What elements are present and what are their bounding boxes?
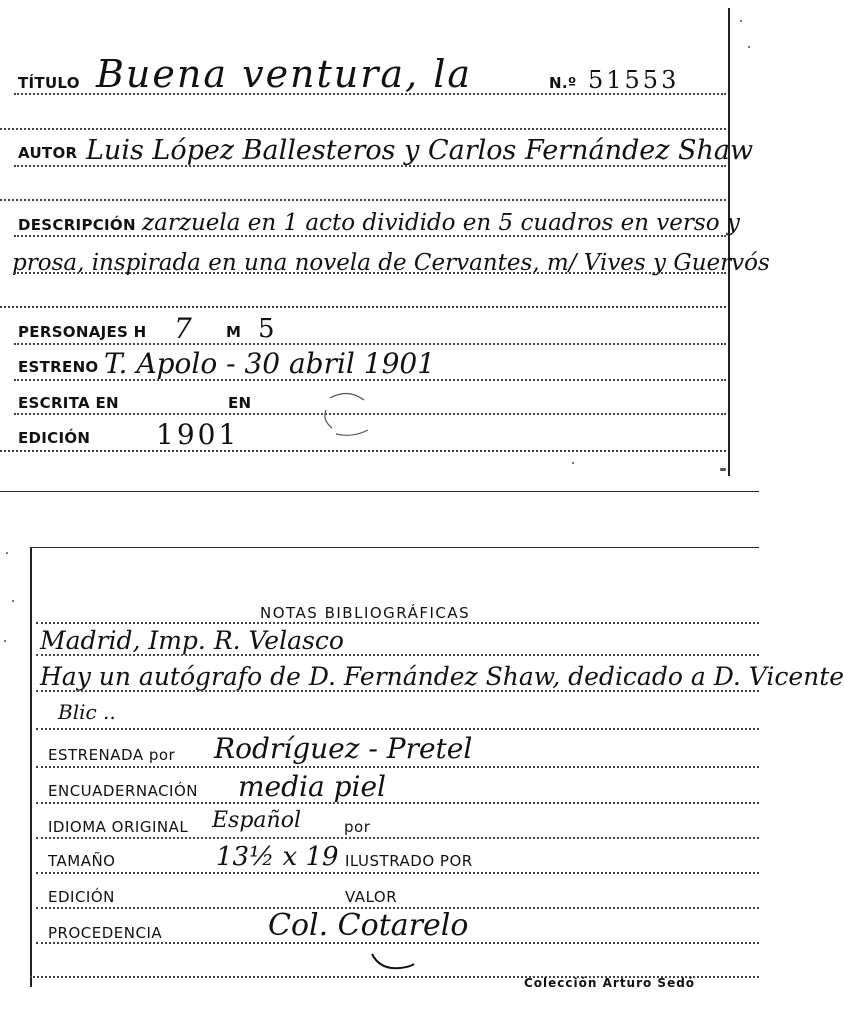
escrita-en-label: EN — [228, 394, 252, 412]
idioma-value: Español — [212, 808, 301, 833]
note-dotted-line-1 — [36, 654, 759, 656]
top-card-bottom-border — [0, 491, 759, 492]
estrenada-value: Rodríguez - Pretel — [214, 732, 473, 765]
descripcion-dotted-line-2 — [14, 272, 726, 274]
tamano-label: TAMAÑO — [48, 852, 116, 870]
numero-label: N.º — [549, 74, 577, 92]
coleccion-footer: Colección Arturo Sedó — [524, 976, 696, 990]
personajes-m-label: M — [226, 323, 242, 341]
estreno-value: T. Apolo - 30 abril 1901 — [104, 347, 436, 380]
procedencia-pen-stroke — [370, 940, 420, 974]
personajes-dotted-line — [14, 343, 726, 345]
titulo-value: Buena ventura, la — [96, 52, 473, 96]
autor-value: Luis López Ballesteros y Carlos Fernández Shaw — [86, 135, 754, 166]
encuadernacion-value: media piel — [238, 770, 386, 803]
autor-dotted-line — [14, 165, 726, 167]
edicion-bottom-label: EDICIÓN — [48, 888, 115, 906]
note-line2: Hay un autógrafo de D. Fernández Shaw, dedicado a D. Vicente — [40, 662, 844, 691]
descripcion-dotted-line-1 — [14, 235, 726, 237]
notas-dotted-line — [36, 622, 759, 624]
tamano-value: 13½ x 19 — [216, 842, 339, 872]
spacer-dotted-line-1 — [0, 128, 726, 130]
valor-label: VALOR — [345, 888, 398, 906]
spacer-dotted-line-3 — [0, 306, 726, 308]
edicion-dotted-line — [0, 450, 726, 452]
spacer-dotted-line-2 — [0, 199, 726, 201]
tamano-dotted-line — [36, 872, 759, 874]
note-line1: Madrid, Imp. R. Velasco — [40, 626, 344, 655]
idioma-label: IDIOMA ORIGINAL — [48, 818, 189, 836]
note-dotted-line-3 — [36, 728, 759, 730]
bottom-card-top-border — [30, 547, 759, 548]
titulo-label: TÍTULO — [18, 74, 80, 92]
edicion-label: EDICIÓN — [18, 429, 91, 447]
personajes-m-value: 5 — [258, 314, 275, 344]
edicion-value: 1901 — [156, 418, 240, 451]
numero-value: 51553 — [588, 66, 680, 94]
personajes-label: PERSONAJES H — [18, 323, 147, 341]
descripcion-line1: zarzuela en 1 acto dividido en 5 cuadros en verso y — [142, 210, 740, 236]
ilustrado-label: ILUSTRADO POR — [345, 852, 473, 870]
procedencia-value: Col. Cotarelo — [268, 908, 469, 943]
idioma-dotted-line — [36, 837, 759, 839]
ink-smudge — [318, 390, 378, 442]
procedencia-label: PROCEDENCIA — [48, 924, 163, 942]
estrenada-label: ESTRENADA por — [48, 746, 176, 764]
top-card-right-border — [728, 8, 730, 476]
notas-title: NOTAS BIBLIOGRÁFICAS — [260, 604, 471, 622]
titulo-dotted-line — [14, 93, 726, 95]
descripcion-label: DESCRIPCIÓN — [18, 216, 136, 234]
por-label: por — [344, 818, 371, 836]
escrita-label: ESCRITA EN — [18, 394, 119, 412]
descripcion-line2: prosa, inspirada en una novela de Cervantes, m/ Vives y Guervós — [12, 250, 770, 276]
encuadernacion-dotted-line — [36, 802, 759, 804]
note-line3: Blic .. — [58, 700, 116, 724]
note-dotted-line-2 — [36, 690, 759, 692]
autor-label: AUTOR — [18, 144, 78, 162]
estreno-dotted-line — [14, 379, 726, 381]
procedencia-dotted-line — [36, 942, 759, 944]
bottom-card-left-border — [30, 547, 32, 987]
estreno-label: ESTRENO — [18, 358, 99, 376]
encuadernacion-label: ENCUADERNACIÓN — [48, 782, 199, 800]
personajes-h-value: 7 — [174, 312, 192, 345]
estrenada-dotted-line — [36, 766, 759, 768]
